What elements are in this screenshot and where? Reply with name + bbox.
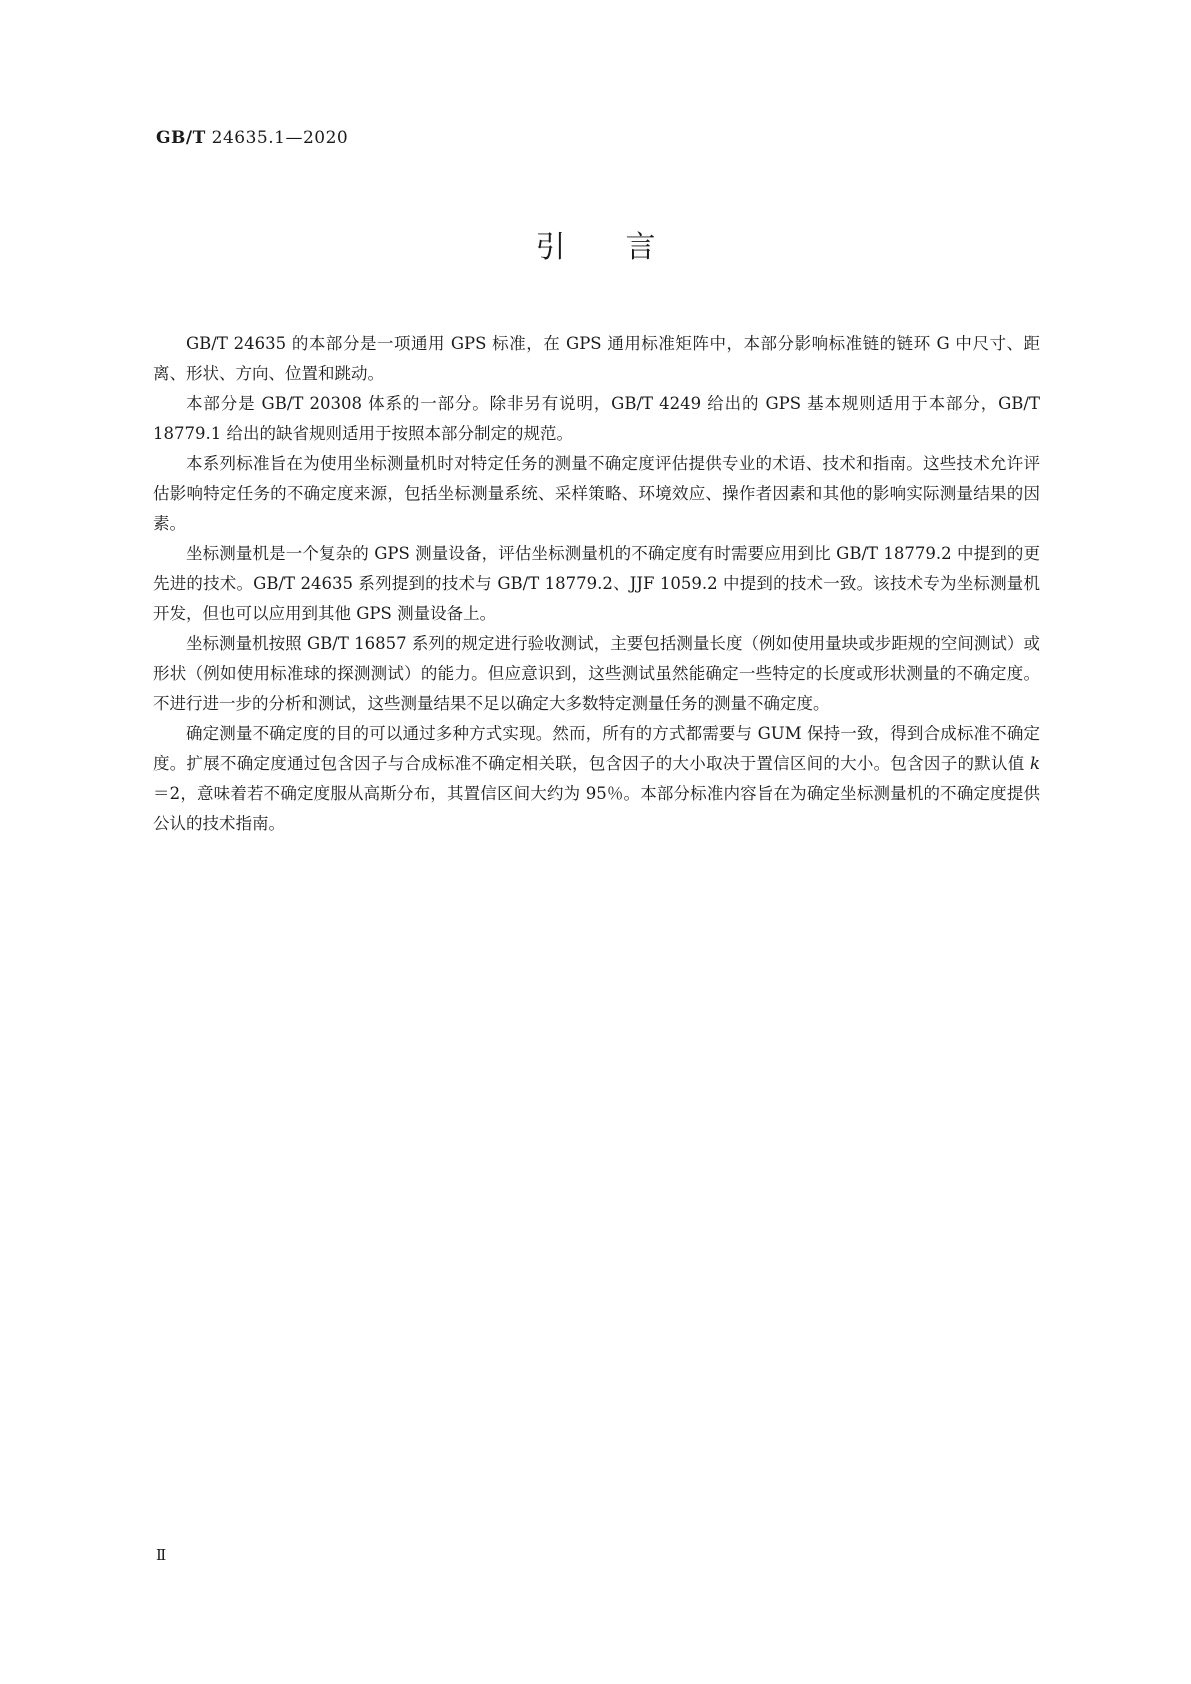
standard-prefix: GB/T [156, 128, 206, 148]
paragraph-6 [153, 719, 1040, 839]
coverage-factor-symbol: k [1030, 754, 1040, 773]
paragraph-1: GB/T 24635 的本部分是一项通用 GPS 标准，在 GPS 通用标准矩阵中，本部分影响标准链的链环 G 中尺寸、距离、形状、方向、位置和跳动。 [153, 334, 1040, 383]
section-title: 引言 [535, 230, 716, 265]
standard-number: 24635.1—2020 [205, 128, 349, 148]
paragraph-6-part-1: 确定测量不确定度的目的可以通过多种方式实现。然而，所有的方式都需要与 GUM 保持一致，得到合成标准不确定度。扩展不确定度通过包含因子与合成标准不确定相关联，包含因子的大小取决于置信区间的大小。包含因子的默认值 [153, 724, 1040, 773]
paragraph-3: 本系列标准旨在为使用坐标测量机时对特定任务的测量不确定度评估提供专业的术语、技术和指南。这些技术允许评估影响特定任务的不确定度来源，包括坐标测量系统、采样策略、环境效应、操作者因素和其他的影响实际测量结果的因素。 [153, 454, 1040, 533]
document-header [156, 128, 348, 148]
page-number: Ⅱ [156, 1546, 167, 1564]
introduction-body [153, 329, 1040, 839]
paragraph-2: 本部分是 GB/T 20308 体系的一部分。除非另有说明，GB/T 4249 给出的 GPS 基本规则适用于本部分，GB/T 18779.1 给出的缺省规则适用于按照本部分制定的规范。 [153, 394, 1040, 443]
paragraph-6-part-2: ＝2，意味着若不确定度服从高斯分布，其置信区间大约为 95％。本部分标准内容旨在为确定坐标测量机的不确定度提供公认的技术指南。 [153, 784, 1040, 833]
paragraph-4: 坐标测量机是一个复杂的 GPS 测量设备，评估坐标测量机的不确定度有时需要应用到比 GB/T 18779.2 中提到的更先进的技术。GB/T 24635 系列提到的技术与 GB/T 18779.2、JJF 1059.2 中提到的技术一致。该技术专为坐标测量机开发，但也可以应用到其他 GPS 测量设备上。 [153, 544, 1040, 623]
paragraph-5: 坐标测量机按照 GB/T 16857 系列的规定进行验收测试，主要包括测量长度（例如使用量块或步距规的空间测试）或形状（例如使用标准球的探测测试）的能力。但应意识到，这些测试虽然能确定一些特定的长度或形状测量的不确定度。不进行进一步的分析和测试，这些测量结果不足以确定大多数特定测量任务的测量不确定度。 [153, 634, 1040, 713]
